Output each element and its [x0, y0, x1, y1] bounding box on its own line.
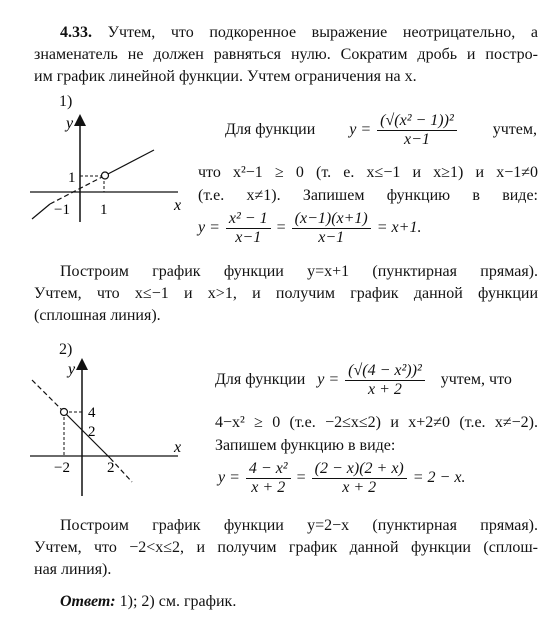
dashed-line-left: [32, 380, 62, 410]
part2-text-suffix: учтем, что: [440, 371, 512, 389]
part1-post-2: Учтем, что x≤−1 и x>1, и получим график данной функции: [34, 285, 538, 302]
solid-line-left: [32, 204, 50, 219]
part2-eq-num1: 4 − x²: [246, 460, 291, 479]
part1-func-denominator: x−1: [404, 131, 430, 148]
part2-eq-frac2: [312, 460, 407, 497]
part2-post-2: Учтем, что −2<x≤2, и получим график данной функции (сплош-: [34, 539, 538, 556]
part1-eq-y: y =: [198, 219, 220, 237]
part1-text-suffix: учтем,: [492, 121, 538, 139]
part1-text-prefix: Для функции: [225, 121, 316, 139]
answer-row: [60, 592, 236, 612]
part1-func-fraction: [377, 112, 457, 149]
tick-y-4: 4: [88, 405, 96, 421]
part2-eq-den2: x + 2: [342, 479, 377, 496]
part1-eq-frac2: [292, 210, 371, 247]
y-axis-label: y: [66, 115, 74, 132]
part1-cond-1: что x²−1 ≥ 0 (т. е. x≤−1 и x≥1) и x−1≠0: [198, 164, 538, 181]
tick-x-neg2: −2: [54, 460, 70, 476]
part1-func-numerator: (√(x² − 1))²: [377, 112, 457, 131]
open-point: [61, 409, 68, 416]
part2-equation: y = $\frac{\text{4 − x²}}{x + 2}$ = $\frac{(2 - x)(2 + x)}{x + 2}$ = 2 − x.: [218, 460, 466, 496]
tick-x-neg1: −1: [54, 202, 70, 218]
part1-func-row: [225, 112, 537, 149]
part2-func-denominator: x + 2: [368, 381, 402, 398]
part2-eq-tail: = 2 − x.: [412, 469, 466, 487]
intro-line-2: знаменатель не должен равняться нулю. Сократим дробь и постро-: [34, 46, 538, 63]
part1-eq-num2: (x−1)(x+1): [292, 210, 371, 229]
solid-line-right: [106, 150, 154, 175]
part2-func-row: [215, 362, 512, 399]
intro-text-1: Учтем, что подкоренное выражение неотрицательно, а: [107, 24, 539, 41]
part2-func-lhs: y =: [317, 371, 340, 389]
part2-label: 2): [59, 341, 73, 358]
part2-post-1: Построим график функции y=2−x (пунктирная прямая).: [60, 517, 538, 534]
x-axis-label: x: [174, 439, 182, 456]
tick-x-2: 2: [107, 460, 115, 476]
part2-cond-2: Запишем функцию в виде:: [215, 437, 396, 454]
answer-label: Ответ:: [60, 593, 116, 610]
open-point: [102, 172, 109, 179]
y-axis-label: y: [68, 361, 76, 378]
part2-eq-y: y =: [218, 469, 240, 487]
tick-x-1: 1: [100, 202, 108, 218]
part2-eq-frac1: [246, 460, 291, 497]
x-axis-label: x: [174, 197, 182, 214]
part1-graph: [28, 110, 188, 225]
intro-line-3: им график линейной функции. Учтем ограничения на x.: [34, 68, 417, 85]
part1-eq-den1: x−1: [235, 229, 262, 246]
part2-cond-1: 4−x² ≥ 0 (т.е. −2≤x≤2) и x+2≠0 (т.е. x≠−2).: [215, 414, 538, 431]
dashed-line-mid: [50, 176, 104, 204]
part2-eq-num2: (2 − x)(2 + x): [312, 460, 407, 479]
part2-graph: [28, 358, 188, 498]
part2-text-prefix: Для функции: [215, 371, 306, 389]
part1-post-3: (сплошная линия).: [34, 307, 161, 324]
problem-number: 4.33.: [60, 24, 92, 41]
part1-label: 1): [59, 93, 73, 110]
part2-post-3: ная линия).: [34, 561, 112, 578]
answer-text: 1); 2) см. график.: [119, 593, 237, 610]
part1-eq-frac1: [226, 210, 271, 247]
part2-func-numerator: (√(4 − x²))²: [345, 362, 425, 381]
part1-equation: y = $\frac{\text{x² − 1}}{x-1}$ = $\frac{(x-1)(x+1)}{x-1}$ = x+1.: [198, 210, 422, 246]
part1-eq-den2: x−1: [318, 229, 345, 246]
part2-eq-den1: x + 2: [251, 479, 286, 496]
part1-cond-2: (т.е. x≠1). Запишем функцию в виде:: [198, 187, 538, 204]
part1-post-1: Построим график функции y=x+1 (пунктирная прямая).: [60, 263, 538, 280]
tick-y-1: 1: [68, 170, 76, 186]
part1-eq-num1: x² − 1: [226, 210, 271, 229]
intro-line-1: [60, 23, 538, 43]
part1-func-lhs: y =: [349, 121, 372, 139]
part2-func-fraction: [345, 362, 425, 399]
part1-eq-tail: = x+1.: [376, 219, 422, 237]
tick-y-2: 2: [88, 424, 96, 440]
